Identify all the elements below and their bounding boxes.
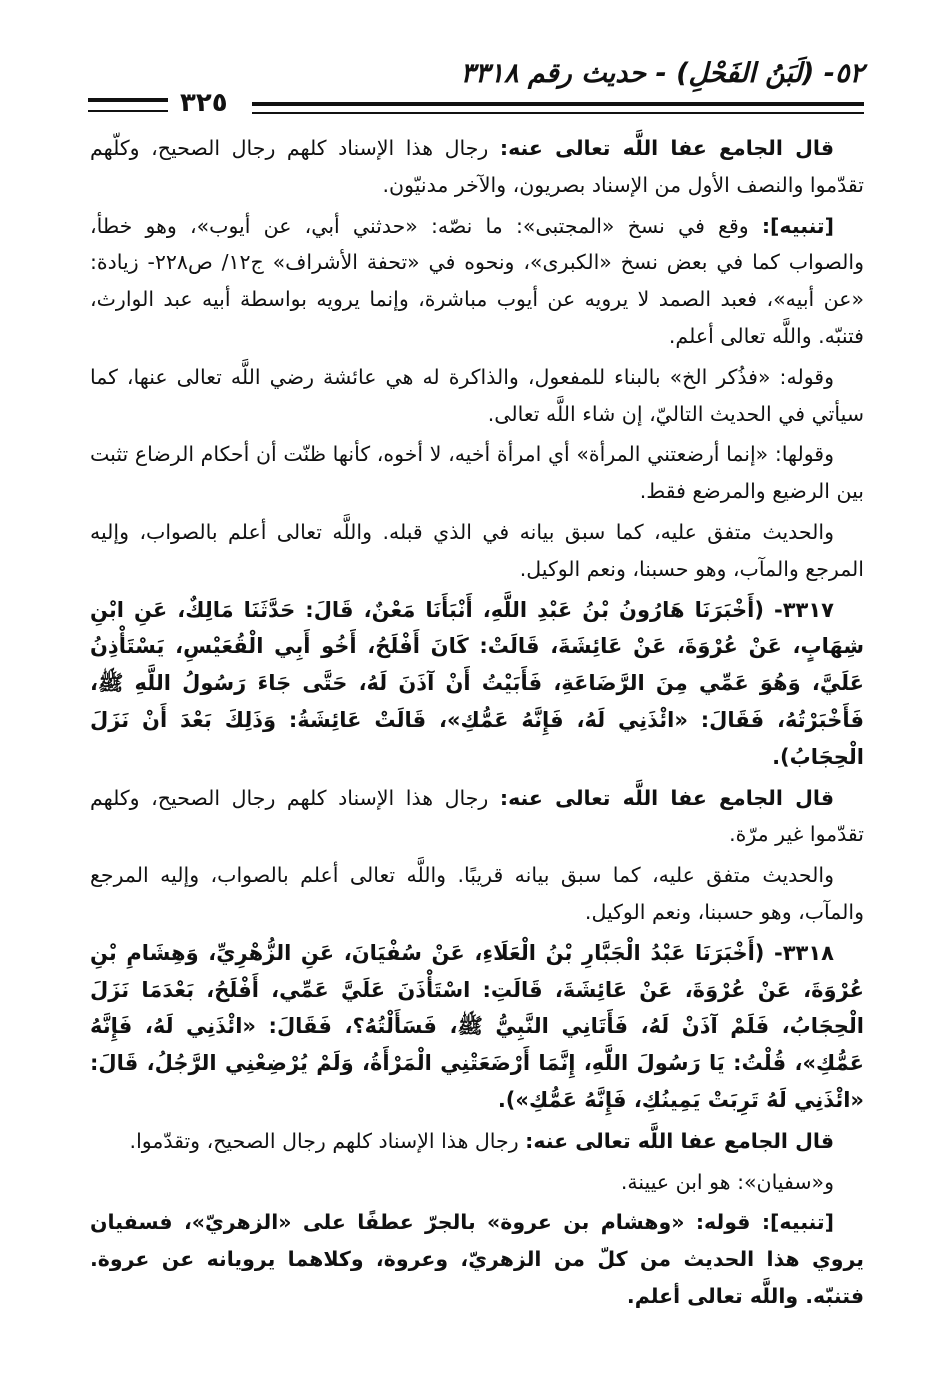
note-label: [تنبيه]: [761, 213, 834, 238]
commentary-paragraph: وقولها: «إنما أرضعتني المرأة» أي امرأة أخيه، لا أخوه، كأنها ظنّت أن أحكام الرضاع تثبت بين الرضيع والمرضع فقط. [90, 442, 864, 504]
paragraph-text: رجال هذا الإسناد كلهم رجال الصحيح، وكلّهم تقدّموا والنصف الأول من الإسناد بصريون، والآخر مدنيّون. [90, 136, 864, 197]
author-remark-lead: قال الجامع عفا اللَّه تعالى عنه: [499, 785, 834, 810]
paragraph-text: وقع في نسخ «المجتبى»: ما نصّه: «حدثني أبي، عن أيوب»، وهو خطأ، والصواب كما في بعض نسخ «الكبرى»، ونحوه في «تحفة الأشراف» ج١٢/ ص٢٢٨- زيادة: «عن أبيه»، فعبد الصمد لا يرويه عن أيوب مباشرة، وإنما يرويه بواسطة أبيه عبد الوارث، فتنبّه. واللَّه تعالى أعلم. [90, 213, 865, 348]
commentary-paragraph [90, 1123, 864, 1160]
running-title: ٥٢- (لَبَنُ الفَحْلِ) - حديث رقم ٣٣١٨ [460, 58, 864, 89]
commentary-paragraph: و«سفيان»: هو ابن عيينة. [620, 1169, 834, 1194]
page-header [88, 58, 864, 118]
hadith-3318: ٣٣١٨- (أَخْبَرَنَا عَبْدُ الْجَبَّارِ بْنُ الْعَلَاءِ، عَنْ سُفْيَانَ، عَنِ الزُّهْرِيِّ، وَهِشَامِ بْنِ عُرْوَةَ، عَنْ عُرْوَةَ، عَنْ عَائِشَةَ، قَالَتِ: اسْتَأْذَنَ عَلَيَّ عَمِّي، أَفْلَحُ، بَعْدَمَا نَزَلَ الْحِجَابُ، فَلَمْ آذَنْ لَهُ، فَأَتَانِي النَّبِيُّ ﷺ، فَسَأَلْتُهُ؟، فَقَالَ: «ائْذَنِي لَهُ، فَإِنَّهُ عَمُّكِ»، قُلْتُ: يَا رَسُولَ اللَّهِ، إِنَّمَا أَرْضَعَتْنِي الْمَرْأَةُ، وَلَمْ يُرْضِعْنِي الرَّجُلُ، قَالَ: «ائْذَنِي لَهُ تَرِبَتْ يَمِينُكِ، فَإِنَّهُ عَمُّكِ»). [90, 940, 864, 1112]
header-rule-left [88, 98, 168, 112]
hadith-3317: ٣٣١٧- (أَخْبَرَنَا هَارُونُ بْنُ عَبْدِ اللَّهِ، أَنْبَأَنَا مَعْنٌ، قَالَ: حَدَّثَنَا مَالِكٌ، عَنِ ابْنِ شِهَابٍ، عَنْ عُرْوَةَ، عَنْ عَائِشَةَ، قَالَتْ: كَانَ أَفْلَحُ، أَخُو أَبِي الْقُعَيْسِ، يَسْتَأْذِنُ عَلَيَّ، وَهُوَ عَمِّي مِنَ الرَّضَاعَةِ، فَأَبَيْتُ أَنْ آذَنَ لَهُ، حَتَّى جَاءَ رَسُولُ اللَّهِ ﷺ، فَأَخْبَرْتُهُ، فَقَالَ: «ائْذَنِي لَهُ، فَإِنَّهُ عَمُّكِ»، قَالَتْ عَائِشَةُ: وَذَلِكَ بَعْدَ أَنْ نَزَلَ الْحِجَابُ). [90, 597, 864, 769]
paragraph-text: رجال هذا الإسناد كلهم رجال الصحيح، وكلهم تقدّموا غير مرّة. [90, 785, 864, 847]
commentary-paragraph: والحديث متفق عليه، كما سبق بيانه في الذي قبله. واللَّه تعالى أعلم بالصواب، وإليه المرجع والمآب، وهو حسبنا، ونعم الوكيل. [90, 519, 864, 581]
commentary-paragraph: وقوله: «فذُكر الخ» بالبناء للمفعول، والذاكرة له هي عائشة رضي اللَّه تعالى عنها، كما سيأتي في الحديث التاليّ، إن شاء اللَّه تعالى. [90, 364, 864, 426]
note-paragraph [90, 208, 864, 355]
paragraph-text: رجال هذا الإسناد كلهم رجال الصحيح، وتقدّموا. [129, 1128, 526, 1153]
body-text [90, 130, 864, 1319]
author-remark-lead: قال الجامع عفا اللَّه تعالى عنه: [525, 1128, 834, 1153]
page-number: ٣٢٥ [180, 88, 228, 118]
commentary-paragraph [90, 780, 864, 854]
header-rule-right [252, 102, 864, 114]
commentary-paragraph: والحديث متفق عليه، كما سبق بيانه قريبًا. واللَّه تعالى أعلم بالصواب، وإليه المرجع والمآب، وهو حسبنا، ونعم الوكيل. [90, 863, 864, 924]
commentary-paragraph [90, 130, 864, 204]
note-paragraph: [تنبيه]: قوله: «وهشام بن عروة» بالجرّ عطفًا على «الزهريّ»، فسفيان يروي هذا الحديث من كلّ من الزهريّ، وعروة، وكلاهما يرويانه عن عروة. فتنبّه. واللَّه تعالى أعلم. [90, 1210, 864, 1308]
author-remark-lead: قال الجامع عفا اللَّه تعالى عنه: [499, 136, 834, 160]
